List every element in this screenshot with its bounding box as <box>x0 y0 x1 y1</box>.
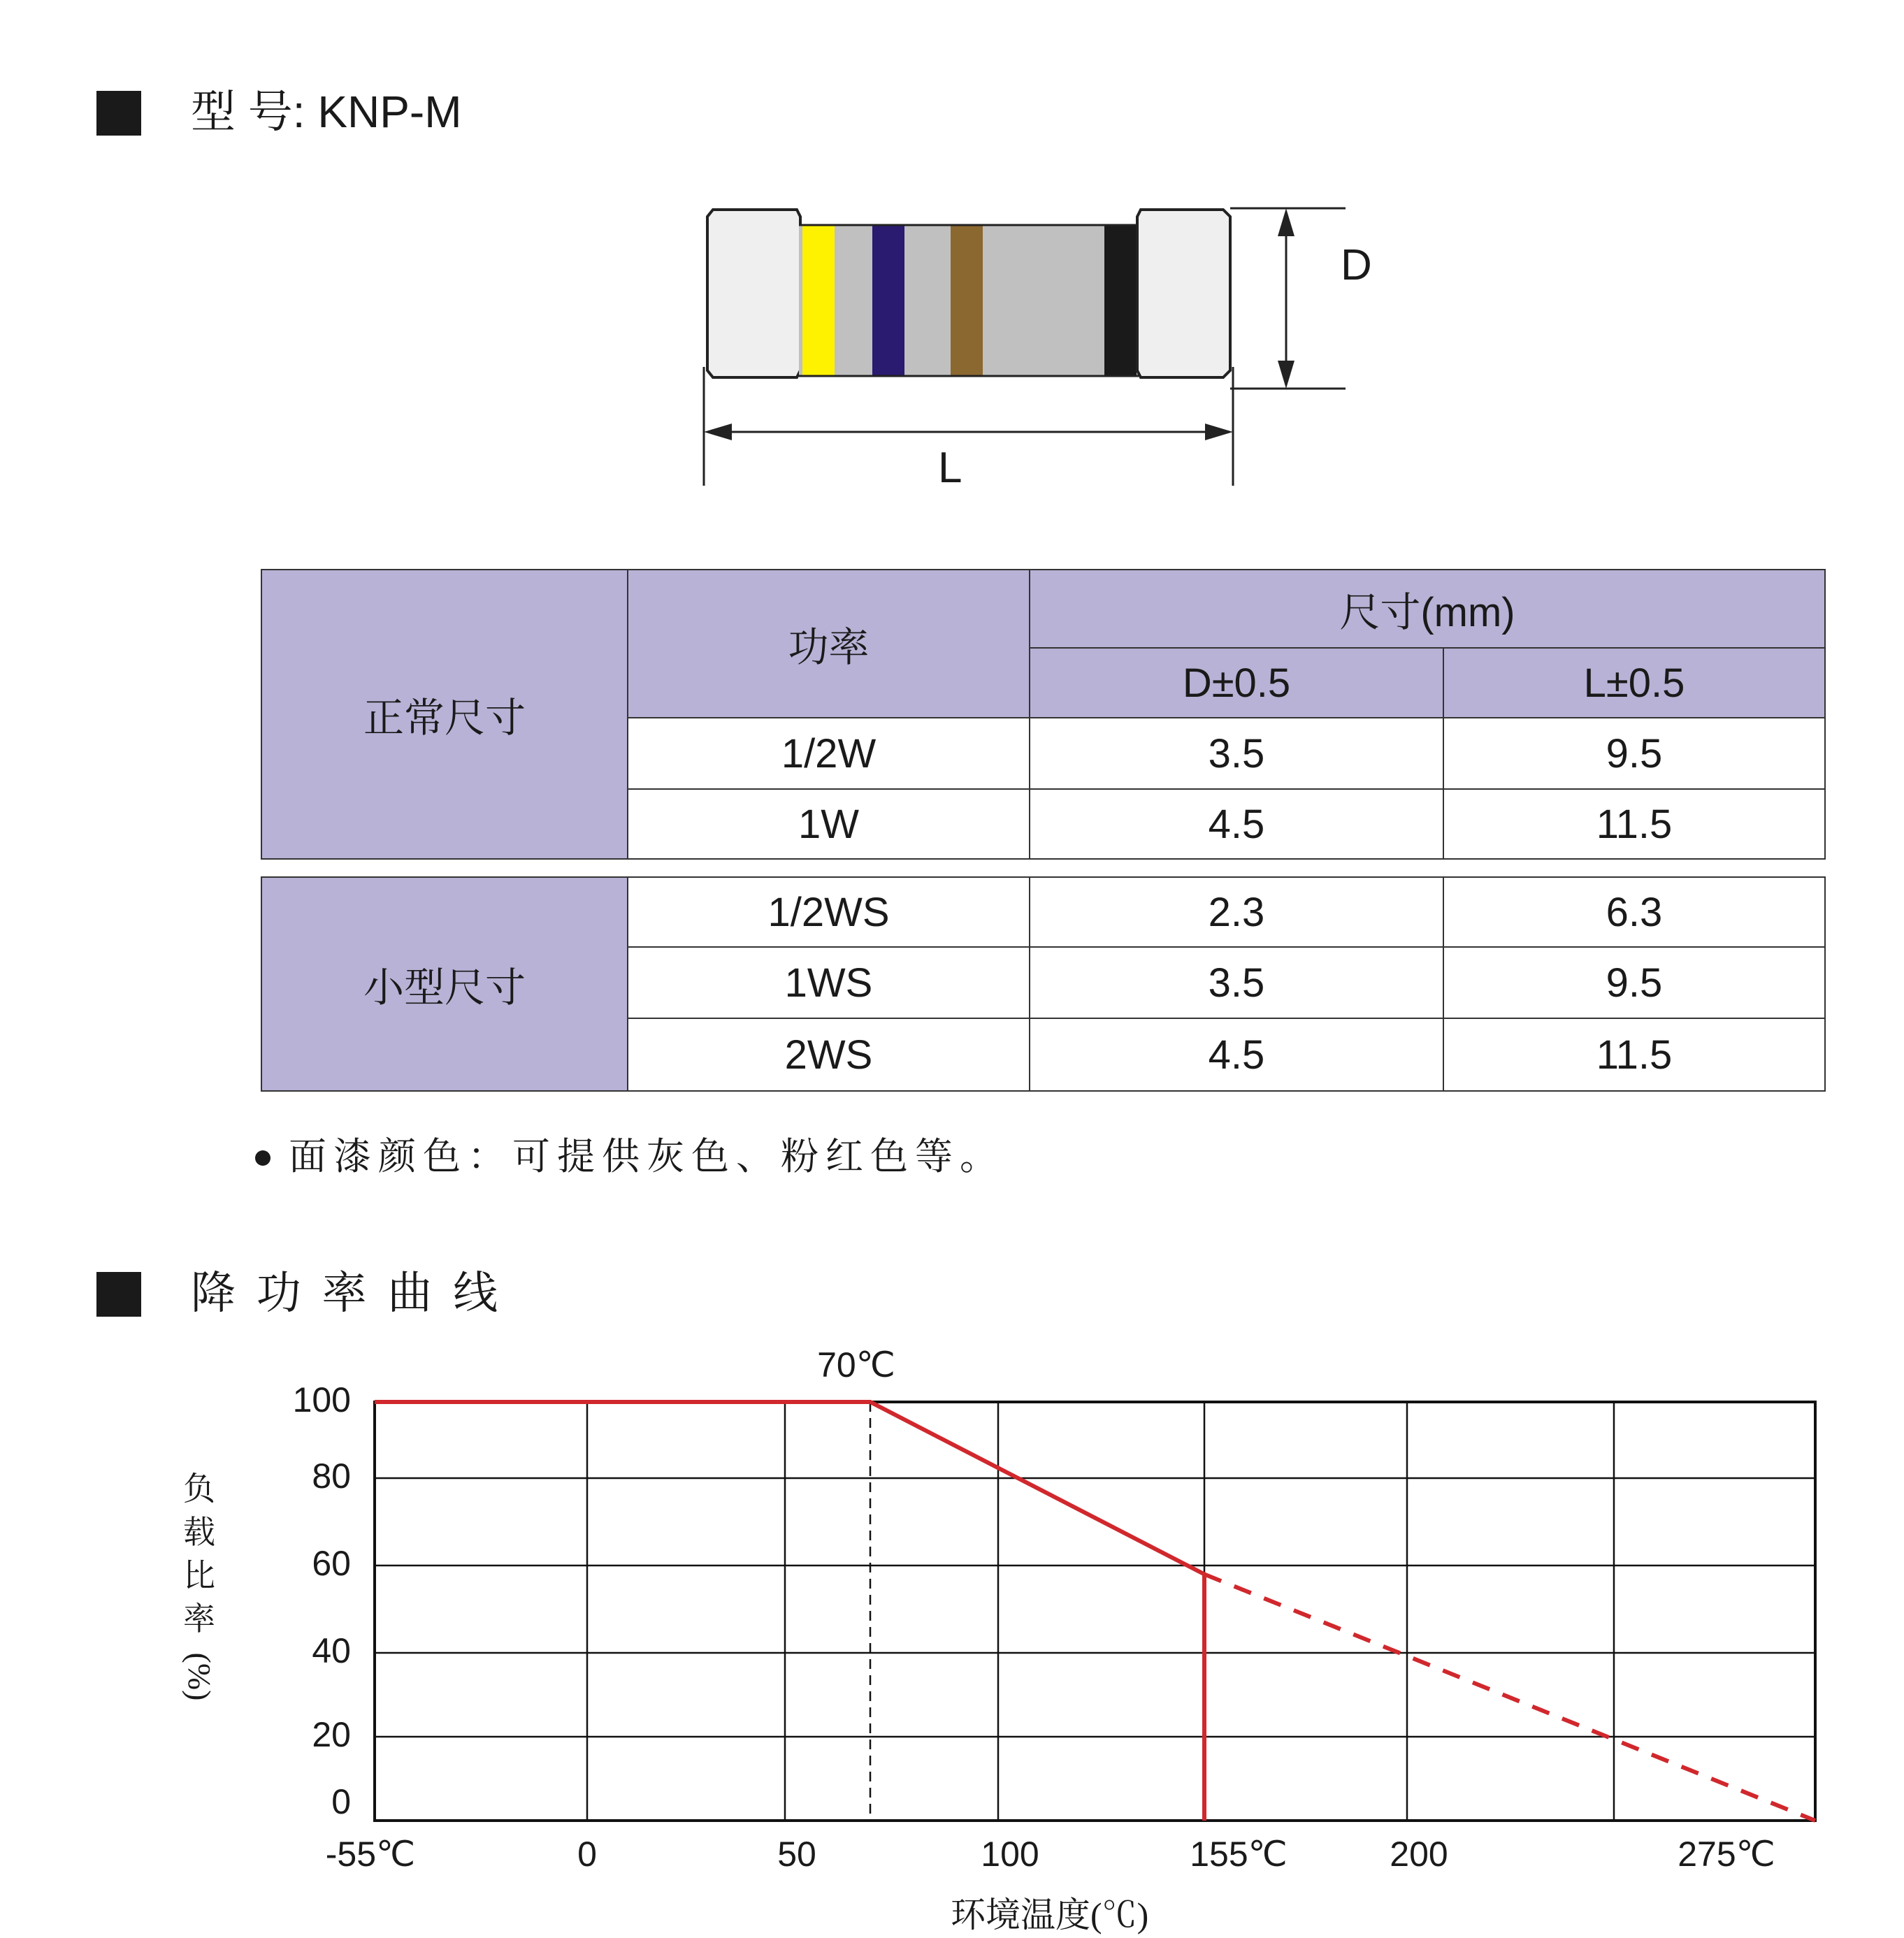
annotation-70c: 70℃ <box>817 1345 895 1384</box>
x-tick-label: 0 <box>577 1835 597 1873</box>
y-tick-label: 20 <box>312 1715 351 1754</box>
y-tick-label: 80 <box>312 1456 351 1496</box>
x-tick-label: 100 <box>981 1835 1039 1873</box>
x-tick-label: -55℃ <box>325 1835 416 1873</box>
section-title-model: 型 号: KNP-M <box>191 87 462 137</box>
y-tick-label: 60 <box>312 1544 351 1583</box>
color-band-4 <box>1104 225 1137 376</box>
bullet-dot-icon <box>255 1150 271 1166</box>
color-band-1 <box>802 225 835 376</box>
x-tick-label: 155℃ <box>1190 1835 1288 1873</box>
cell-power: 2WS <box>628 1018 1030 1091</box>
group-name-small: 小型尺寸 <box>261 877 628 1091</box>
section-marker-square <box>96 91 141 136</box>
header-power: 功率 <box>628 570 1030 718</box>
plot-frame <box>375 1402 1815 1821</box>
chart-lines <box>375 1402 1815 1821</box>
x-tick-label: 275℃ <box>1678 1835 1775 1873</box>
group-name-normal: 正常尺寸 <box>261 570 628 859</box>
resistor-right-cap <box>1137 210 1230 377</box>
cell-l: 9.5 <box>1443 718 1825 789</box>
dimension-d-label: D <box>1341 241 1372 289</box>
y-axis-title-char: (%) <box>182 1652 217 1701</box>
chart-grid <box>375 1402 1815 1821</box>
header-size: 尺寸(mm) <box>1030 570 1825 648</box>
y-axis-title-char: 比 <box>183 1558 215 1593</box>
y-axis-title-char: 负 <box>183 1471 215 1507</box>
x-tick-label: 200 <box>1390 1835 1448 1873</box>
y-axis-title-char: 载 <box>183 1514 215 1550</box>
cell-l: 11.5 <box>1443 1018 1825 1091</box>
table-group-gap <box>261 859 1825 877</box>
series-line-solid <box>375 1402 1204 1821</box>
color-band-2 <box>872 225 904 376</box>
series-line-dashed <box>1204 1575 1815 1821</box>
coating-color-note <box>255 1127 1004 1180</box>
section-marker-square <box>96 1272 141 1317</box>
y-tick-label: 100 <box>292 1380 351 1419</box>
chart-ticks <box>293 1345 1775 1873</box>
y-tick-label: 40 <box>312 1631 351 1670</box>
cell-power: 1W <box>628 789 1030 859</box>
dimension-table <box>261 569 1826 1092</box>
resistor-diagram <box>685 196 1384 496</box>
dimension-l-label: L <box>938 444 962 492</box>
x-axis-title: 环境温度(℃) <box>951 1895 1149 1935</box>
derating-curve-chart <box>154 1328 1831 1873</box>
section-title-derating: 降 功 率 曲 线 <box>191 1268 503 1318</box>
header-d: D±0.5 <box>1030 648 1443 718</box>
cell-l: 11.5 <box>1443 789 1825 859</box>
table-row <box>261 877 1825 947</box>
cell-l: 9.5 <box>1443 947 1825 1018</box>
cell-d: 4.5 <box>1030 789 1443 859</box>
cell-d: 3.5 <box>1030 718 1443 789</box>
cell-d: 3.5 <box>1030 947 1443 1018</box>
color-band-3 <box>951 225 983 376</box>
cell-d: 2.3 <box>1030 877 1443 947</box>
cell-power: 1/2WS <box>628 877 1030 947</box>
header-l: L±0.5 <box>1443 648 1825 718</box>
resistor-left-cap <box>707 210 800 377</box>
note-text: 面漆颜色：可提供灰色、粉红色等。 <box>289 1136 1004 1178</box>
cell-d: 4.5 <box>1030 1018 1443 1091</box>
x-tick-label: 50 <box>777 1835 816 1873</box>
cell-power: 1/2W <box>628 718 1030 789</box>
y-axis-title-char: 率 <box>183 1601 215 1637</box>
cell-l: 6.3 <box>1443 877 1825 947</box>
cell-power: 1WS <box>628 947 1030 1018</box>
y-axis-title <box>175 1468 224 1701</box>
y-tick-label: 0 <box>331 1782 351 1821</box>
